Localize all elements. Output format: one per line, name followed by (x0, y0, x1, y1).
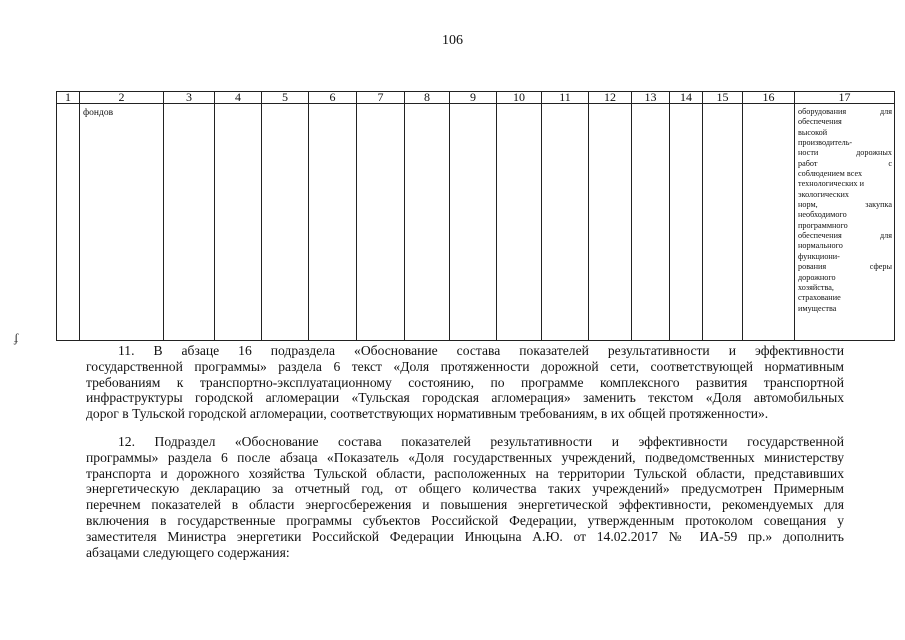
table-cell (450, 104, 497, 341)
cell-line: дорожного (798, 272, 836, 282)
column-number: 6 (309, 92, 357, 104)
paragraph-line: перечнем показателей в области энергосбережения и повышения энергетической эффективности, рекомендуемых для (86, 497, 844, 513)
cell-line: обеспечения для (798, 231, 892, 241)
column-number: 5 (262, 92, 309, 104)
column-number: 15 (703, 92, 743, 104)
column-number: 10 (497, 92, 542, 104)
table-cell (357, 104, 405, 341)
paragraph-line: государственной программы» раздела 6 текст «Доля протяженности дорожной сети, соответствующей нормативным (86, 358, 844, 374)
paragraph-line: энергетическую декларацию за отчетный год, от общего количества таких учреждений» предусмотрен Примерным (86, 481, 844, 497)
table-cell (703, 104, 743, 341)
table-cell (542, 104, 589, 341)
column-number: 13 (632, 92, 670, 104)
table-cell (57, 104, 80, 341)
margin-mark: ʄ (14, 330, 19, 345)
paragraph-line: транспорта и дорожного хозяйства Тульской области, расположенных на территории Тульской области, представивших (86, 465, 844, 481)
table-cell (164, 104, 215, 341)
cell-line: программного (798, 220, 848, 230)
cell-line: функциони- (798, 251, 840, 261)
cell-line: производитель- (798, 138, 853, 148)
column-number: 8 (405, 92, 450, 104)
cell-line: соблюдением всех (798, 169, 863, 179)
cell-text-col2: фондов (83, 108, 114, 118)
cell-line: хозяйства, (798, 282, 834, 292)
paragraph-line: 12. Подраздел «Обоснование состава показателей результативности и эффективности государственной (118, 434, 844, 449)
paragraph-line: абзацами следующего содержания: (86, 544, 290, 560)
paragraph-line: требованиям к транспортно-эксплуатационному состоянию, по программе комплексного развития транспортной (86, 374, 844, 390)
cell-line: необходимого (798, 210, 847, 220)
cell-line: высокой (798, 127, 828, 137)
paragraph-12 (86, 434, 844, 560)
column-number: 2 (80, 92, 164, 104)
cell-line: обеспечения (798, 117, 842, 127)
paragraph-line: 11. В абзаце 16 подраздела «Обоснование состава показателей результативности и эффективности (118, 343, 844, 358)
table-cell (632, 104, 670, 341)
table-header-row (57, 92, 895, 104)
column-number: 9 (450, 92, 497, 104)
column-number: 17 (795, 92, 895, 104)
paragraph-line: включения в государственные программы субъектов Российской Федерации, утвержденным протоколом совещания у (86, 512, 844, 528)
column-number: 4 (215, 92, 262, 104)
table-cell (80, 104, 164, 341)
column-number: 7 (357, 92, 405, 104)
paragraph-line: программы» раздела 6 после абзаца «Показатель «Доля государственных учреждений, подведомственных министерству (86, 449, 844, 465)
cell-line: имущества (798, 303, 837, 313)
table-cell (497, 104, 542, 341)
table-cell (795, 104, 895, 341)
continuation-table (56, 91, 895, 341)
paragraph-line: инфраструктуры городской агломерации «Тульская городская агломерация» заменить текстом «Доля автомобильных (86, 390, 844, 406)
cell-line: оборудования для (798, 107, 892, 116)
cell-line: экологических (798, 189, 850, 199)
cell-line: работ с (798, 158, 892, 168)
cell-line: норм, закупка (798, 200, 892, 210)
paragraph-11 (86, 343, 844, 422)
cell-line: рования сферы (798, 262, 892, 272)
column-number: 16 (743, 92, 795, 104)
column-number: 11 (542, 92, 589, 104)
column-number: 14 (670, 92, 703, 104)
table-cell (405, 104, 450, 341)
paragraph-line: дорог в Тульской городской агломерации, соответствующих нормативным требованиям, в их общей протяженности». (86, 406, 769, 422)
cell-line: страхование (798, 293, 841, 303)
cell-line: ности дорожных (798, 148, 892, 158)
table-cell (215, 104, 262, 341)
table-cell (262, 104, 309, 341)
cell-line: технологических и (798, 179, 864, 189)
cell-text-col17 (795, 104, 894, 314)
cell-line: нормального (798, 241, 843, 251)
table-cell (670, 104, 703, 341)
table-cell (743, 104, 795, 341)
column-number: 1 (57, 92, 80, 104)
column-number: 12 (589, 92, 632, 104)
table-cell (309, 104, 357, 341)
paragraph-line: заместителя Министра энергетики Российской Федерации Инюцына А.Ю. от 14.02.2017 № ИА-59 пр.» дополнить (86, 528, 844, 544)
table-row (57, 104, 895, 341)
page-number: 106 (442, 33, 463, 48)
table-cell (589, 104, 632, 341)
column-number: 3 (164, 92, 215, 104)
